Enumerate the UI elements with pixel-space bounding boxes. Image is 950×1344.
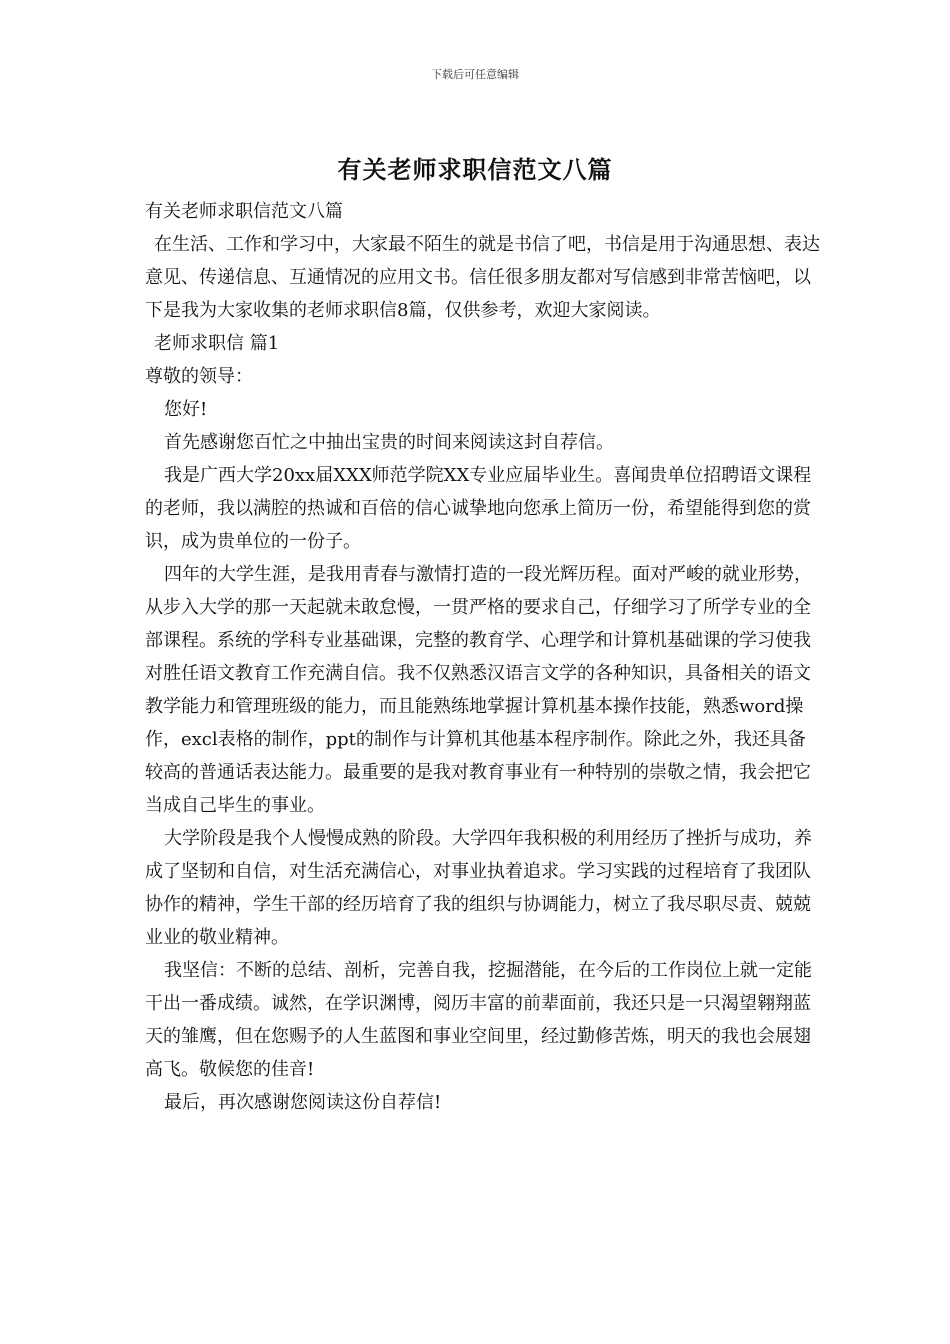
salutation: 尊敬的领导： — [145, 366, 253, 387]
paragraph: 在生活、工作和学习中，大家最不陌生的就是书信了吧，书信是用于沟通思想、表达意见、传递信息、互通情况的应用文书。信任很多朋友都对写信感到非常苦恼吧，以下是我为大家收集的老师求职信8篇，仅供参考，欢迎大家阅读。 — [145, 234, 820, 321]
paragraph: 我是广西大学20xx届XXX师范学院XX专业应届毕业生。喜闻贵单位招聘语文课程的老师，我以满腔的热诚和百倍的信心诚挚地向您承上简历一份，希望能得到您的赏识，成为贵单位的一份子。 — [145, 465, 812, 552]
paragraph: 四年的大学生涯，是我用青春与激情打造的一段光辉历程。面对严峻的就业形势，从步入大学的那一天起就未敢怠慢，一贯严格的要求自己，仔细学习了所学专业的全部课程。系统的学科专业基础课，完整的教育学、心理学和计算机基础课的学习使我对胜任语文教育工作充满自信。我不仅熟悉汉语言文学的各种知识，具备相关的语文教学能力和管理班级的能力，而且能熟练地掌握计算机基本操作技能，熟悉word操作，excl表格的制作，ppt的制作与计算机其他基本程序制作。除此之外，我还具备较高的普通话表达能力。最重要的是我对教育事业有一种特别的崇敬之情，我会把它当成自己毕生的事业。 — [145, 564, 812, 816]
paragraph: 我坚信：不断的总结、剖析，完善自我，挖掘潜能，在今后的工作岗位上就一定能干出一番成绩。诚然，在学识渊博，阅历丰富的前辈面前，我还只是一只渴望翱翔蓝天的雏鹰，但在您赐予的人生蓝图和事业空间里，经过勤修苦炼，明天的我也会展翅高飞。敬候您的佳音! — [145, 960, 812, 1080]
header-note: 下载后可任意编辑 — [431, 68, 519, 81]
document-body — [145, 195, 820, 1119]
closing-line: 最后，再次感谢您阅读这份自荐信! — [164, 1092, 442, 1113]
section-heading: 老师求职信 篇1 — [154, 333, 280, 354]
paragraph: 首先感谢您百忙之中抽出宝贵的时间来阅读这封自荐信。 — [164, 432, 614, 453]
document-title: 有关老师求职信范文八篇 — [337, 155, 613, 184]
paragraph: 有关老师求职信范文八篇 — [145, 201, 343, 222]
paragraph: 大学阶段是我个人慢慢成熟的阶段。大学四年我积极的利用经历了挫折与成功，养成了坚韧和自信，对生活充满信心，对事业执着追求。学习实践的过程培育了我团队协作的精神，学生干部的经历培育了我的组织与协调能力，树立了我尽职尽责、兢兢业业的敬业精神。 — [145, 828, 812, 948]
greeting: 您好! — [164, 399, 208, 420]
